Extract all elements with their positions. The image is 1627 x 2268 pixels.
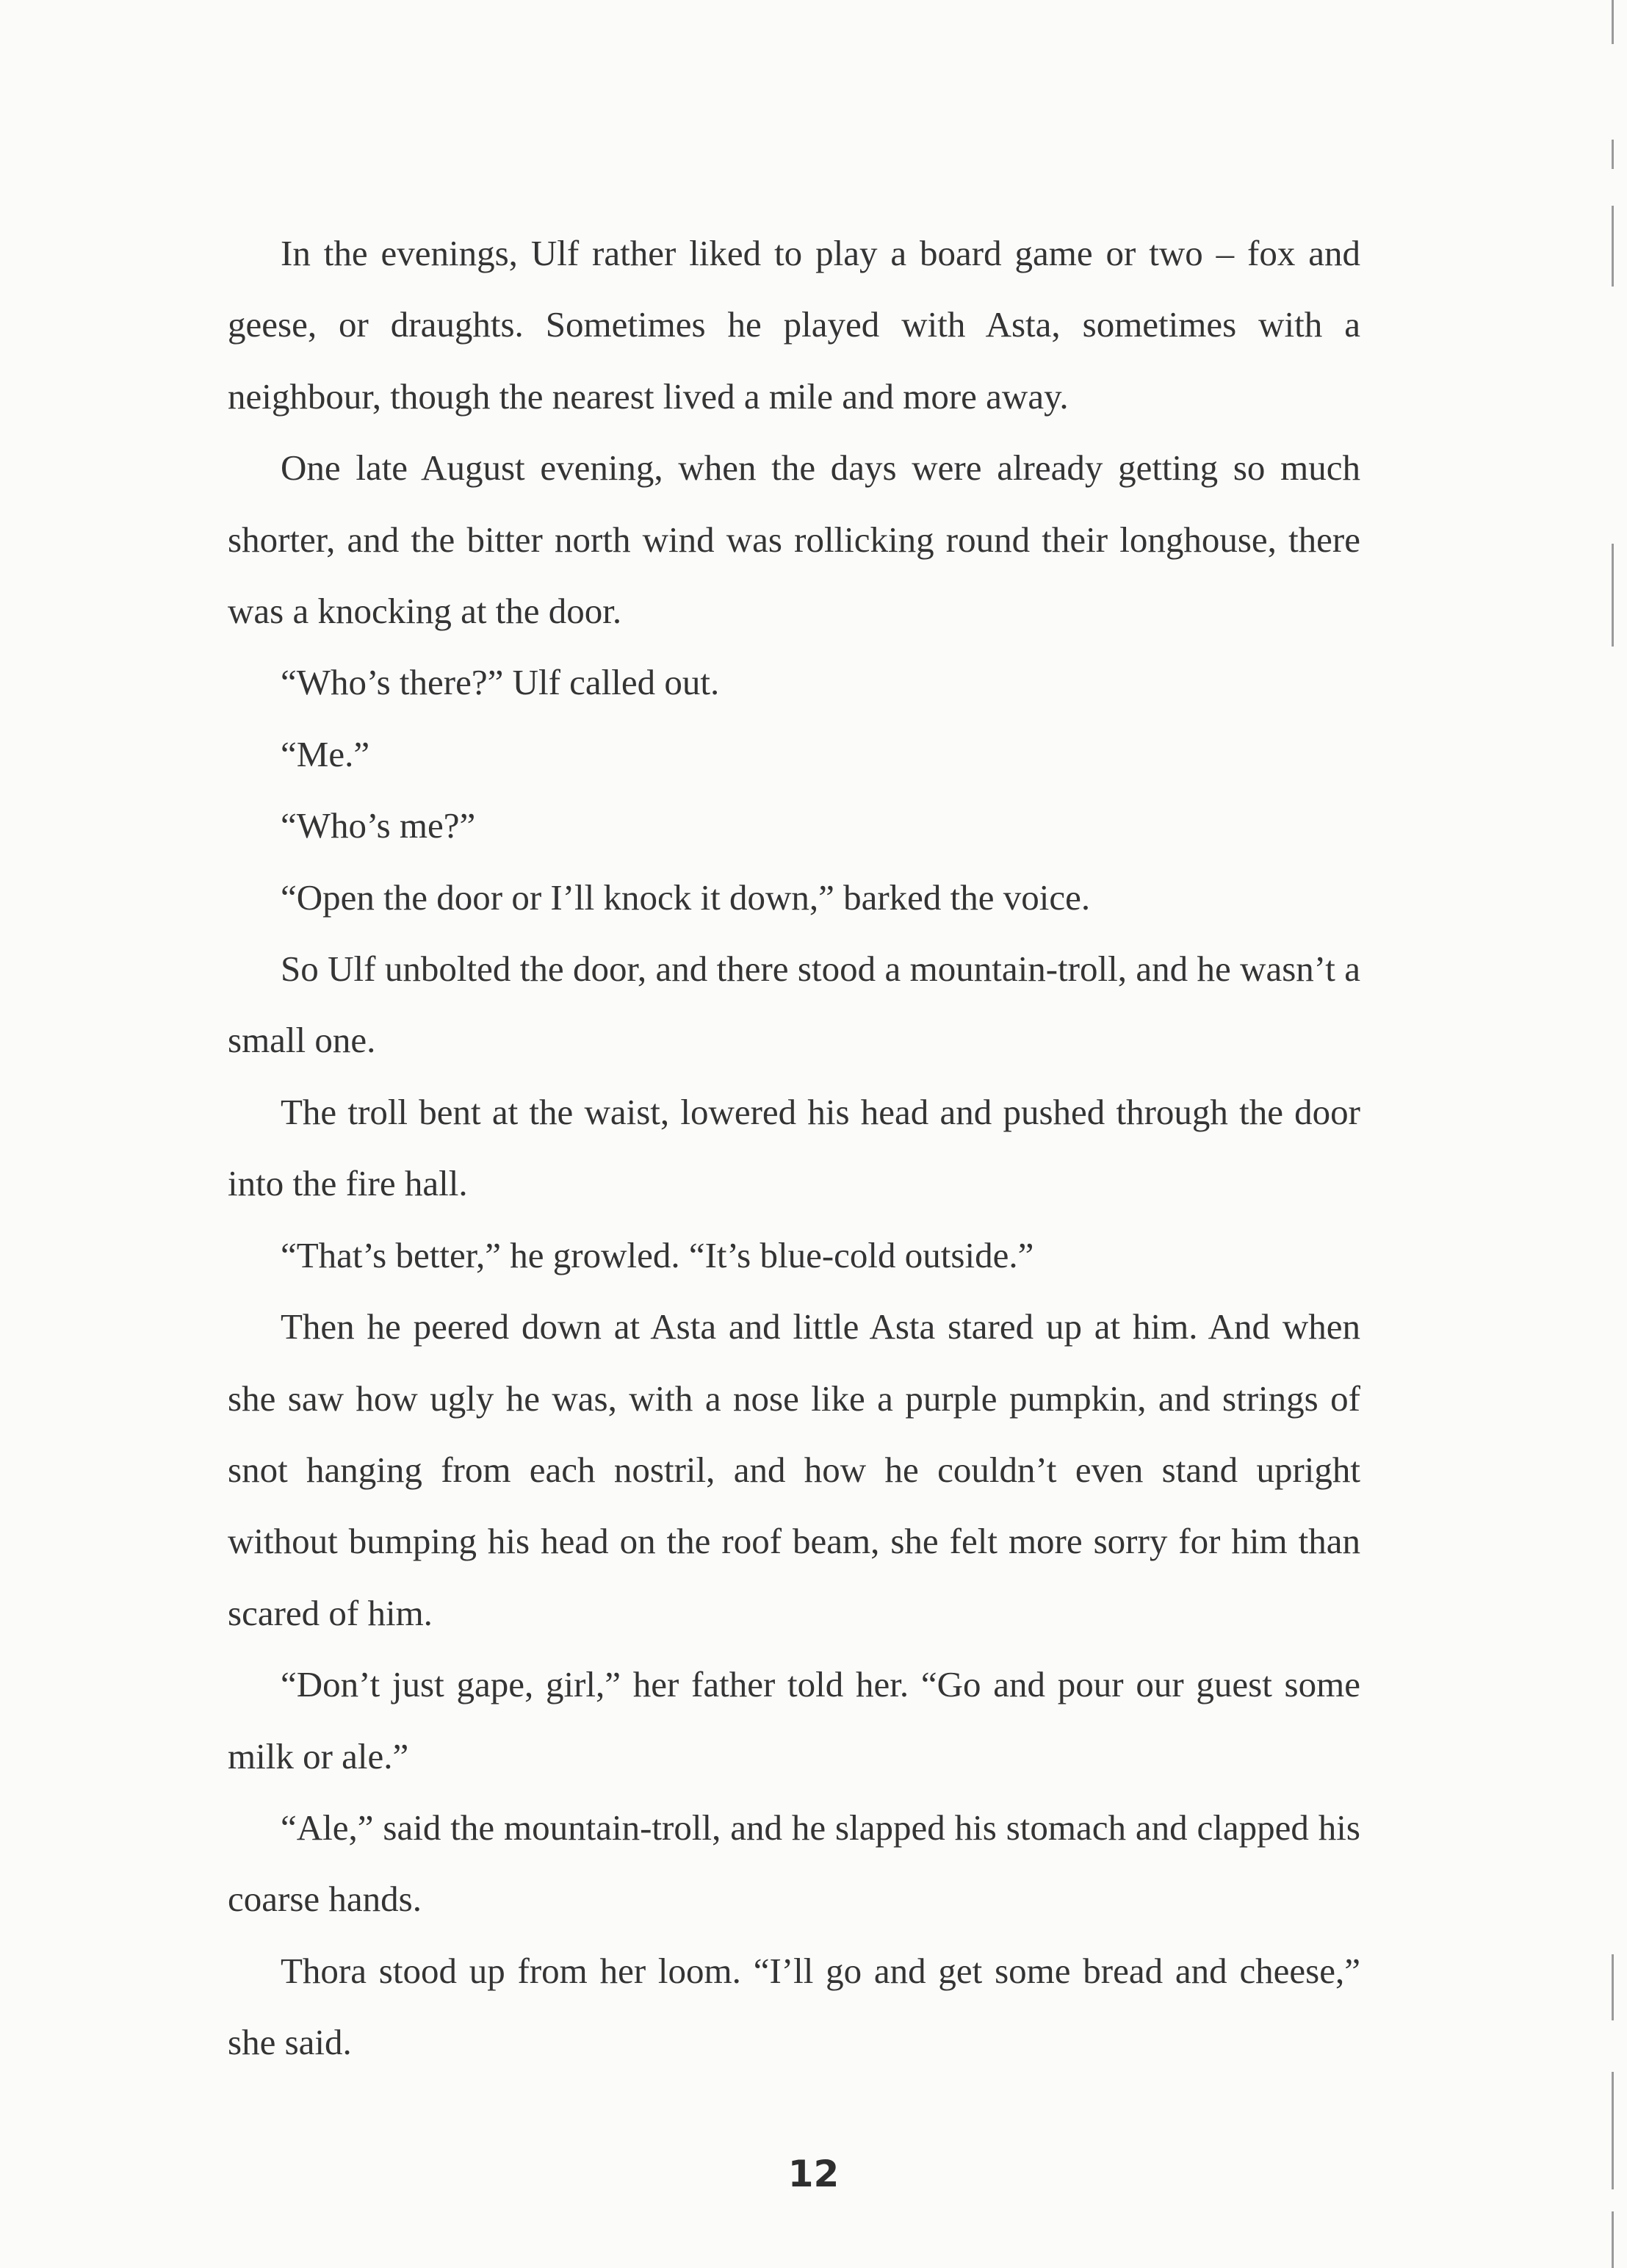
scan-edge-mark: [1612, 1954, 1614, 2020]
paragraph: The troll bent at the waist, lowered his head and pushed through the door into the fire hall.: [228, 1091, 1360, 1204]
page-number: 12: [787, 2153, 840, 2195]
paragraph: “Don’t just gape, girl,” her father told her. “Go and pour our guest some milk or ale.”: [228, 1664, 1360, 1776]
paragraph: So Ulf unbolted the door, and there stood a mountain-troll, and he wasn’t a small one.: [228, 948, 1360, 1061]
paragraph: In the evenings, Ulf rather liked to play a board game or two – fox and geese, or draughts. Sometimes he played with Asta, sometimes with a neighbour, though the nearest lived a mile and more away.: [228, 233, 1360, 417]
paragraph: “That’s better,” he growled. “It’s blue-cold outside.”: [281, 1234, 1034, 1275]
paragraph: “Open the door or I’ll knock it down,” barked the voice.: [281, 876, 1091, 918]
paragraph: “Me.”: [281, 733, 370, 774]
paragraph: “Who’s me?”: [281, 805, 476, 846]
body-text: [228, 217, 1360, 2078]
paragraph: “Ale,” said the mountain-troll, and he slapped his stomach and clapped his coarse hands.: [228, 1807, 1360, 1920]
paragraph: “Who’s there?” Ulf called out.: [281, 662, 720, 703]
paragraph: Then he peered down at Asta and little Asta stared up at him. And when she saw how ugly he was, with a nose like a purple pumpkin, and strings of snot hanging from each nostril, and how he couldn’t even stand upright without bumping his head on the roof beam, she felt more sorry for him than scared of him.: [228, 1306, 1360, 1633]
paragraph: Thora stood up from her loom. “I’ll go and get some bread and cheese,” she said.: [228, 1950, 1360, 2063]
scan-edge-mark: [1612, 140, 1614, 169]
scan-edge-mark: [1612, 0, 1614, 44]
scan-edge-mark: [1612, 206, 1614, 287]
scan-edge-mark: [1612, 2211, 1614, 2268]
scan-edge-mark: [1612, 544, 1614, 647]
paragraph: One late August evening, when the days were already getting so much shorter, and the bitter north wind was rollicking round their longhouse, there was a knocking at the door.: [228, 447, 1360, 632]
scan-edge-mark: [1612, 2072, 1614, 2189]
